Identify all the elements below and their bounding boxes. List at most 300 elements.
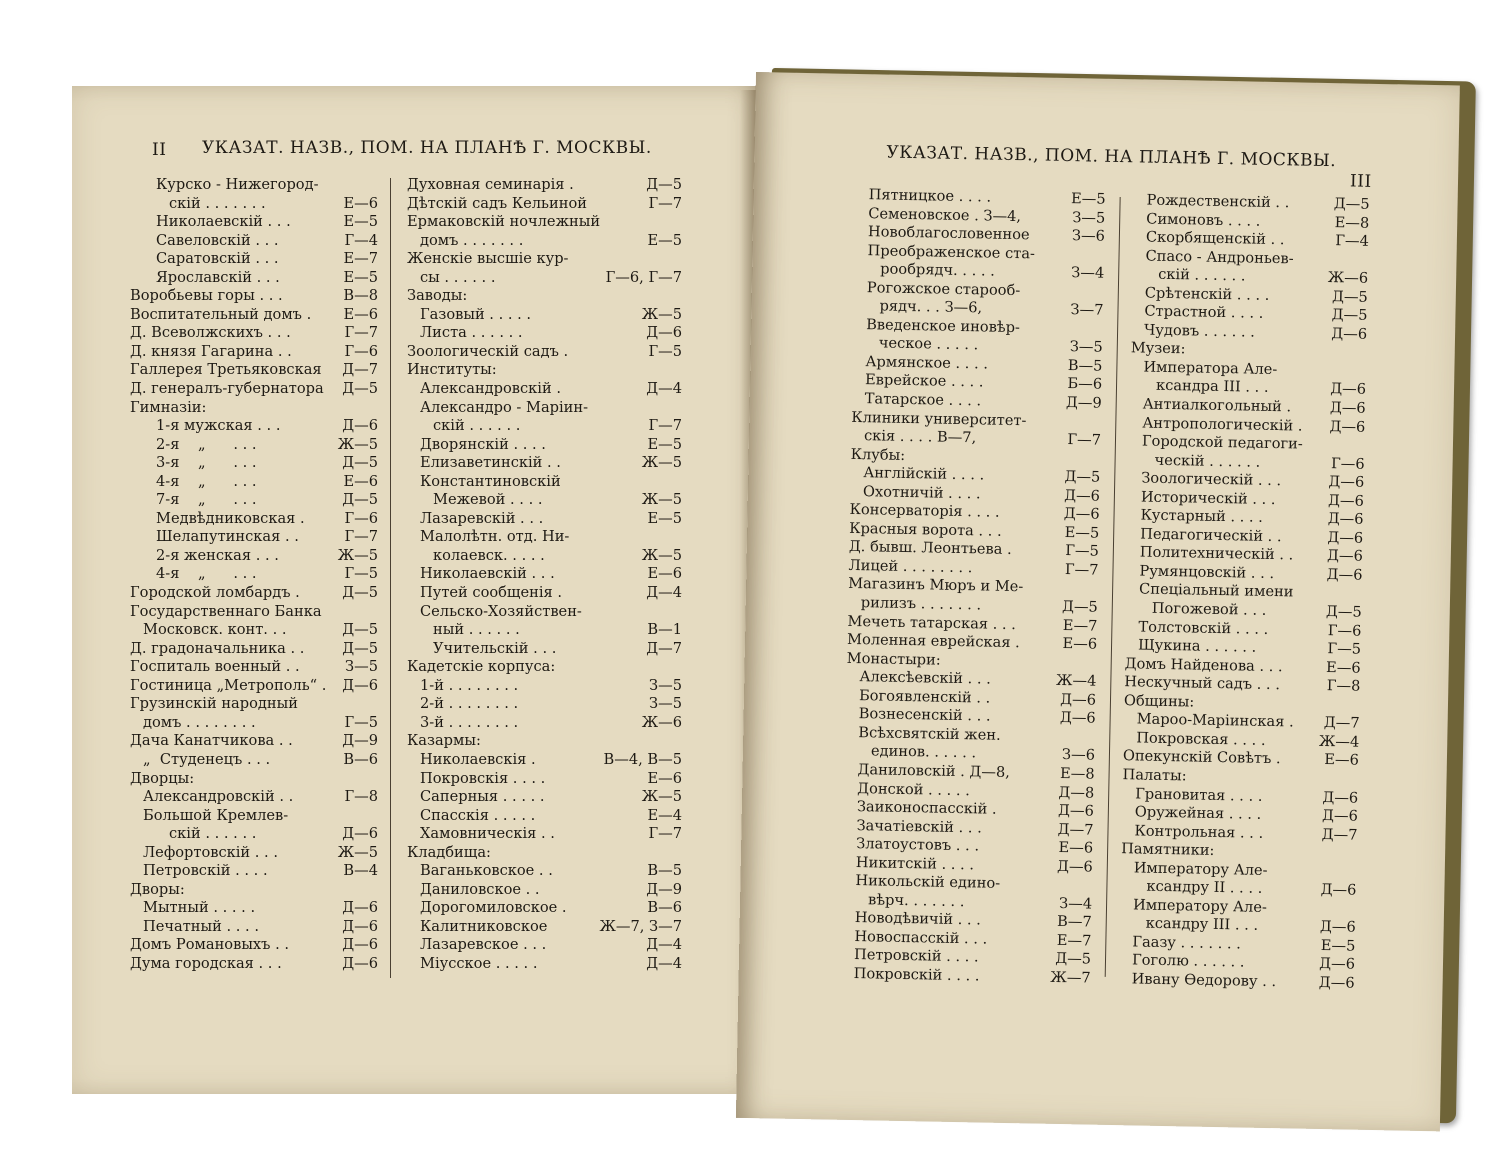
index-entry-name: Гаазу . . . . . . . [1132,933,1242,953]
index-entry-name: 3-я „ . . . [156,454,257,472]
index-entry-name: Ваганьковское . . [420,862,553,880]
index-entry-grid-ref: Д—5 [342,639,378,657]
index-entry-grid-ref: Д—6 [646,324,682,342]
index-entry-grid-ref: Д—5 [342,380,378,398]
index-entry-grid-ref: В—7 [1056,913,1092,931]
index-entry-name: Покровская . . . . [1136,729,1266,749]
index-entry-grid-ref: Д—4 [646,936,682,954]
index-entry-grid-ref: З—7 [1070,301,1104,319]
index-entry [130,417,378,436]
index-entry-grid-ref: Г—4 [344,231,378,249]
index-entry [407,547,682,566]
index-entry-grid-ref: З—6 [1071,227,1106,245]
index-entry-name: Ивану Ѳедорову . . [1131,970,1277,991]
index-entry-name: Сельско-Хозяйствен- [420,602,582,620]
index-entry-grid-ref: Д—5 [1325,603,1362,621]
index-entry [407,695,682,714]
index-entry-name: Александро - Маріин- [420,398,589,416]
index-entry [407,899,682,918]
index-entry [130,825,378,844]
index-entry-name: Шелапутинская . . [156,528,299,546]
index-entry-grid-ref: Д—6 [1328,473,1365,491]
index-entry-grid-ref: З—5 [649,676,682,694]
index-entry-name: Срѣтенскій . . . . [1144,284,1270,304]
index-entry-grid-ref: Г—5 [648,342,682,360]
index-entry [130,510,378,529]
index-entry-grid-ref: Г—7 [344,324,378,342]
index-entry-grid-ref: Б—6 [1067,375,1103,394]
index-entry-grid-ref: Д—5 [1331,306,1368,325]
index-entry-grid-ref: Ж—6 [1327,269,1369,287]
index-entry [130,269,378,288]
right-index-column-1 [841,186,1106,988]
index-entry [407,677,682,696]
index-entry-grid-ref: Г—7 [1067,431,1102,449]
index-entry-name: Спасо - Андроньев- [1145,247,1294,267]
index-entry-grid-ref: Е—6 [647,769,682,787]
index-entry-grid-ref: Ж—5 [337,843,378,861]
index-entry-grid-ref: Д—7 [1057,820,1094,839]
index-entry-grid-ref: Г—7 [1064,560,1099,579]
index-entry-name: Д. Всеволжскихъ . . . [130,324,291,342]
index-entry-name: 1-я мужская . . . [156,417,281,435]
index-entry-name: Красныя ворота . . . [849,519,1002,540]
index-entry [407,269,682,288]
index-entry-grid-ref: Г—6, Г—7 [605,268,682,286]
index-entry-grid-ref: Ж—5 [337,546,378,564]
index-entry-name: ксандру III . . . [1145,914,1259,935]
index-entry-name: Грузинскій народный [130,695,298,713]
index-entry-name: Семеновское . З—4, [868,204,1022,225]
index-entry-name: Румянцовскій . . . [1139,562,1275,582]
index-entry-name: Нескучный садъ . . . [1124,673,1281,694]
index-entry-name: Гостиница „Метрополь“ . [130,676,327,694]
index-entry-name: Оружейная . . . . [1134,803,1262,823]
index-entry-name: Гоголю . . . . . . [1131,951,1245,971]
index-entry-grid-ref: Е—5 [1070,190,1106,208]
index-entry-name: Златоустовъ . . . [856,835,980,855]
index-entry [407,380,682,399]
index-entry-grid-ref: Д—6 [1318,973,1355,992]
index-entry-grid-ref: В—6 [647,899,682,917]
index-entry-name: Даниловское . . [420,880,540,898]
index-entry [130,621,378,640]
index-entry [407,881,682,900]
index-entry-grid-ref: З—5 [1069,338,1103,357]
index-entry-name: Монастыри: [846,649,941,669]
index-entry-name: Заводы: [407,287,468,305]
index-entry-grid-ref: Е—6 [647,565,682,583]
index-entry-name: Госпиталь военный . . [130,658,300,676]
index-entry-grid-ref: Д—5 [342,584,378,602]
index-entry [130,232,378,251]
index-entry-grid-ref: Д—5 [342,621,378,639]
index-entry-name: Общины: [1123,691,1195,711]
index-entry [407,862,682,881]
index-entry [407,287,682,306]
index-entry-grid-ref: Д—6 [1329,399,1366,417]
index-entry-grid-ref: Г—5 [344,713,378,731]
index-entry-name: Вознесенскій . . . [858,705,991,725]
index-entry-grid-ref: Ж—6 [641,713,682,731]
index-entry-name: Памятники: [1120,840,1215,860]
index-entry [130,491,378,510]
index-entry-grid-ref: Д—9 [646,880,682,898]
left-index-column-2 [407,176,682,974]
index-entry-name: Воспитательный домъ . [130,305,312,323]
index-entry-name: Николаевскій . . . [156,213,291,231]
index-entry-name: Петровскій . . . . [143,862,268,880]
index-entry-name: Еврейское . . . . [864,371,984,391]
index-entry-name: ксандра III . . . [1155,377,1269,397]
index-entry-grid-ref: Д—7 [1321,825,1358,844]
index-entry-grid-ref: Д—5 [1061,598,1098,616]
index-entry-grid-ref: Ж—7 [1050,968,1091,987]
index-entry [407,473,682,492]
index-entry [130,807,378,826]
index-entry [130,380,378,399]
index-entry [407,621,682,640]
index-entry-grid-ref: Д—5 [1333,195,1370,213]
index-entry-name: 4-я „ . . . [156,565,257,583]
index-entry [407,213,682,232]
index-entry [407,232,682,251]
index-entry-name: Медвѣдниковская . [156,509,305,527]
right-page-header: УКАЗАТ. НАЗВ., ПОМ. НА ПЛАНѢ Г. МОСКВЫ. [886,142,1337,172]
index-entry [407,306,682,325]
index-entry-name: Дворцы: [130,769,195,787]
index-entry-name: Кустарный . . . . [1140,506,1264,527]
index-entry-grid-ref: З—6 [1061,746,1096,765]
index-entry-grid-ref: Е—4 [647,806,682,824]
index-entry-grid-ref: Д—6 [1320,881,1357,899]
index-entry [130,770,378,789]
index-entry-name: 2-я „ . . . [156,435,257,453]
index-entry-grid-ref: Д—4 [646,954,682,972]
index-entry-name: Никольскій едино- [855,872,1001,893]
index-entry [407,176,682,195]
index-entry [130,862,378,881]
index-entry-grid-ref: Г—8 [344,788,378,806]
index-entry-grid-ref: Д—7 [342,361,378,379]
index-entry [407,844,682,863]
index-entry-name: Мытный . . . . . [143,899,256,917]
index-entry-grid-ref: Ж—4 [1055,672,1097,690]
index-entry-name: Дѣтскій садъ Кельиной [407,194,587,212]
index-entry-name: Рогожское старооб- [866,278,1021,299]
index-entry-name: Никитскій . . . . [855,853,975,874]
index-entry [407,640,682,659]
index-entry-grid-ref: В—8 [343,287,378,305]
index-entry-name: Межевой . . . . [433,491,543,509]
index-entry-grid-ref: Д—6 [1057,801,1095,820]
index-entry-name: Магазинъ Мюръ и Ме- [848,575,1024,596]
index-entry-grid-ref: В—1 [647,621,682,639]
index-entry-grid-ref: Е—8 [1334,213,1370,232]
index-entry-name: Городской педагоги- [1141,432,1303,453]
index-entry-grid-ref: Д—6 [1329,417,1366,436]
index-entry [130,565,378,584]
index-entry-grid-ref: Д—6 [1326,547,1363,566]
index-entry [130,528,378,547]
index-entry-name: Дума городская . . . [130,954,282,972]
index-entry-name: Зоологическій садъ . [407,342,569,360]
index-entry-grid-ref: Д—6 [1059,709,1096,727]
index-entry-name: Палаты: [1122,766,1187,785]
index-entry [130,899,378,918]
index-entry-grid-ref: Д—9 [342,732,378,750]
index-entry-name: Даниловскій . Д—8, [857,761,1011,781]
index-entry-name: Николаевскій . . . [420,565,555,583]
index-entry [407,343,682,362]
index-entry [130,732,378,751]
index-entry [130,844,378,863]
index-entry-name: Кладбища: [407,843,491,861]
index-entry-grid-ref: Г—7 [648,825,682,843]
index-entry-grid-ref: Д—6 [1319,955,1356,974]
index-entry-name: Домъ Романовыхъ . . [130,936,289,954]
index-entry-name: Страстной . . . . [1144,302,1264,323]
index-entry-name: скія . . . . В—7, [863,427,977,447]
index-entry-grid-ref: Д—6 [342,899,378,917]
index-entry-name: Кадетскіе корпуса: [407,658,556,676]
index-entry-name: 2-я женская . . . [156,546,279,564]
index-entry-name: Гимназіи: [130,398,207,416]
index-entry-name: Чудовъ . . . . . . [1143,321,1256,341]
index-entry-name: Дача Канатчикова . . [130,732,293,750]
index-entry-name: Міусское . . . . . [420,954,538,972]
index-entry-grid-ref: Ж—7, З—7 [599,917,682,935]
index-entry-name: Петровскій . . . . [853,946,979,966]
index-entry-name: вѣрч. . . . . . . [867,891,965,910]
index-entry-name: Хамовническія . . [420,825,555,843]
index-entry-grid-ref: Д—8 [1058,783,1095,802]
index-entry-name: Алексѣевскій . . . [859,668,991,688]
column-divider [390,178,391,978]
index-entry-grid-ref: Д—5 [342,454,378,472]
index-entry-name: Курско - Нижегород- [156,176,319,193]
index-entry-grid-ref: Е—8 [1059,764,1095,783]
index-entry-name: Воробьевы горы . . . [130,287,283,305]
index-entry-name: Покровскія . . . . [420,769,546,787]
index-entry-name: скій . . . . . . . [169,194,266,212]
index-entry-name: Введенское иновѣр- [866,315,1021,336]
index-entry-grid-ref: Д—6 [1331,324,1368,343]
index-entry-grid-ref: Д—6 [342,417,378,435]
index-entry-grid-ref: Д—6 [342,825,378,843]
index-entry-name: Клиники университет- [851,408,1027,429]
index-entry [407,436,682,455]
index-entry [407,417,682,436]
index-entry-name: Дворянскій . . . . [420,435,546,453]
index-entry [130,955,378,974]
index-entry [407,603,682,622]
index-entry-grid-ref: Ж—5 [641,546,682,564]
index-entry-grid-ref: Г—4 [1335,232,1370,250]
index-entry [130,695,378,714]
index-entry-grid-ref: Д—6 [342,936,378,954]
index-entry-name: сы . . . . . . [420,268,496,286]
index-entry-name: Заиконоспасскій . [856,798,997,818]
index-entry-grid-ref: Г—8 [1326,677,1361,695]
index-entry-name: 1-й . . . . . . . . [420,676,519,694]
left-page [72,86,764,1094]
index-entry-grid-ref: Е—5 [343,268,378,286]
index-entry-grid-ref: Е—6 [1062,635,1098,653]
index-entry [130,287,378,306]
index-entry-name: Листа . . . . . . [420,324,523,342]
index-entry [130,176,378,195]
index-entry-grid-ref: Е—5 [647,435,682,453]
right-page [736,72,1460,1131]
index-entry [130,658,378,677]
index-entry [130,343,378,362]
index-entry-grid-ref: В—6 [343,750,378,768]
index-entry-name: Армянское . . . . [865,353,989,373]
index-entry [407,788,682,807]
index-entry [407,361,682,380]
index-entry-name: Д. князя Гагарина . . [130,342,292,360]
index-entry-name: Газовый . . . . . [420,305,532,323]
index-entry [841,965,1091,988]
index-entry-name: Зачатіевскій . . . [856,816,982,837]
index-entry-grid-ref: Д—6 [1326,565,1363,584]
index-entry-name: Городской ломбардъ . [130,584,300,602]
index-entry-name: Александровскій . . [143,788,294,806]
index-entry [407,528,682,547]
right-page-number: III [1349,171,1372,192]
index-entry [407,714,682,733]
index-entry-name: рилизъ . . . . . . . [860,594,982,614]
index-entry-name: Татарское . . . . [864,390,982,410]
index-entry-name: Императору Але- [1132,896,1268,916]
index-entry [130,714,378,733]
index-entry-grid-ref: Д—5 [1331,287,1368,306]
index-entry-grid-ref: Д—6 [1063,505,1100,523]
index-entry-name: Казармы: [407,732,481,750]
index-entry-grid-ref: Г—5 [1065,542,1100,561]
index-entry-name: Мечеть татарская . . . [847,612,1017,633]
left-page-number: II [152,140,167,160]
index-entry-grid-ref: Д—7 [1323,714,1360,733]
index-entry [130,677,378,696]
index-entry [407,658,682,677]
index-entry-grid-ref: Е—5 [647,231,682,249]
index-entry-name: Домъ Найденова . . . [1124,654,1283,675]
index-entry-name: единов. . . . . . [870,742,977,762]
index-entry-name: Симоновъ . . . . [1146,210,1261,230]
index-entry-name: Дворы: [130,880,185,898]
index-entry-name: домъ . . . . . . . [420,231,524,249]
index-entry-grid-ref: В—4, В—5 [603,750,682,768]
index-entry-grid-ref: Г—7 [648,417,682,435]
index-entry-name: рядч. . . З—6, [879,297,983,317]
index-entry-name: Покровскій . . . . [853,965,980,985]
index-entry [130,881,378,900]
index-entry-grid-ref: Е—6 [343,194,378,212]
index-entry-grid-ref: З—5 [649,695,682,713]
index-entry [130,324,378,343]
index-entry-name: Лицей . . . . . . . . [848,556,973,577]
index-entry-name: 7-я „ . . . [156,491,257,509]
index-entry-name: Мароо-Маріинская . [1136,710,1294,731]
index-entry [130,195,378,214]
index-entry-name: Галлерея Третьяковская [130,361,322,379]
index-entry-grid-ref: Е—7 [1056,931,1092,950]
index-entry-grid-ref: Г—7 [648,194,682,212]
index-entry-name: Д. бывш. Леонтьева . [848,538,1012,559]
index-entry-name: Педагогическій . . [1140,525,1282,546]
index-entry [130,361,378,380]
index-entry-name: Константиновскій [420,472,561,490]
index-entry-grid-ref: Д—6 [1330,380,1367,399]
index-entry [130,751,378,770]
index-entry-name: Путей сообщенія . [420,584,563,602]
index-entry-name: Елизаветинскій . . [420,454,561,472]
index-entry-name: Новоблагословенное [867,223,1030,244]
index-entry-grid-ref: Д—5 [1064,468,1101,486]
index-entry-grid-ref: З—5 [1072,208,1106,227]
index-entry-grid-ref: Д—5 [1055,950,1092,969]
index-entry [407,751,682,770]
index-entry-name: Всѣхсвятскій жен. [858,723,1001,744]
index-entry-name: Антропологическій . [1142,414,1303,435]
index-entry-name: Рождественскій . . [1146,191,1290,212]
index-entry [407,399,682,418]
index-entry [130,918,378,937]
index-entry-grid-ref: Е—6 [1325,658,1361,677]
index-entry [407,770,682,789]
index-entry-name: Спасскія . . . . . [420,806,536,824]
index-entry-name: Николаевскія . [420,750,536,768]
index-entry-name: Лазаревскій . . . [420,509,544,527]
index-entry-name: Печатный . . . . [143,917,259,935]
index-entry-grid-ref: Д—6 [1056,857,1093,876]
index-entry-grid-ref: Г—5 [1327,640,1362,658]
index-entry-name: Саратовскій . . . [156,250,279,268]
index-entry [130,788,378,807]
index-entry [130,306,378,325]
index-entry-name: Императору Але- [1133,859,1268,879]
index-entry-grid-ref: В—4 [343,862,378,880]
index-entry-grid-ref: Д—7 [646,639,682,657]
left-page-header: УКАЗАТ. НАЗВ., ПОМ. НА ПЛАНѢ Г. МОСКВЫ. [202,138,652,158]
index-entry [130,399,378,418]
index-entry-name: Лазаревское . . . [420,936,547,954]
index-entry-name: „ Студенецъ . . . [143,750,271,768]
index-entry-name: Д. генералъ-губернатора [130,380,324,398]
index-entry-name: Дорогомиловское . [420,899,567,917]
index-entry-name: Консерваторія . . . . [849,501,1000,522]
index-entry-grid-ref: Д—6 [1060,690,1097,709]
index-entry [130,936,378,955]
index-entry-name: Женскіе высшіе кур- [407,250,569,268]
index-entry-grid-ref: Е—6 [343,472,378,490]
index-entry-name: Ярославскій . . . [156,268,280,286]
index-entry-grid-ref: Г—7 [344,528,378,546]
index-entry-grid-ref: З—4 [1071,264,1105,282]
index-entry-grid-ref: Е—6 [1058,839,1094,857]
index-entry-grid-ref: Ж—5 [641,305,682,323]
index-entry-name: Спеціальный имени [1138,580,1294,601]
index-entry-grid-ref: Е—6 [343,305,378,323]
index-entry [130,473,378,492]
index-entry [407,584,682,603]
index-entry [407,510,682,529]
index-entry-name: Англійскій . . . . [863,464,985,484]
index-entry-name: ческій . . . . . . [1154,451,1261,471]
index-entry-name: Политехническій . . [1139,543,1294,564]
